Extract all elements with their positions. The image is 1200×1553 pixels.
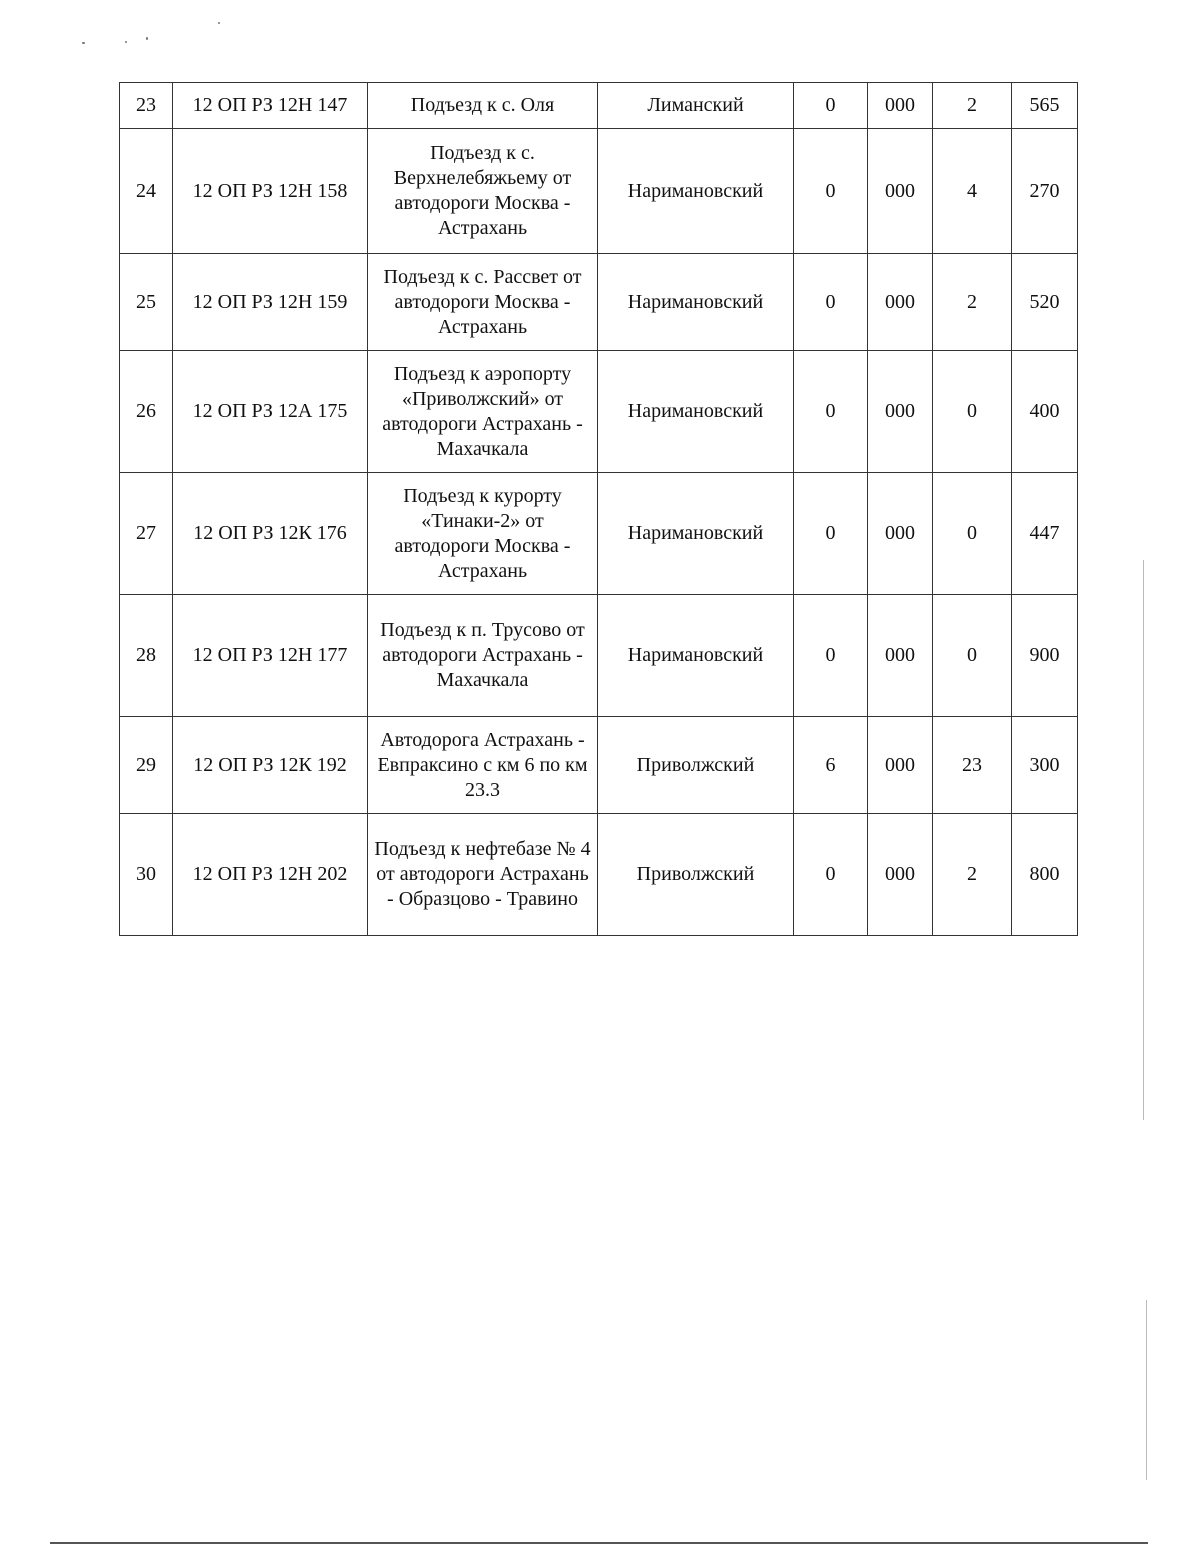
road-name: Подъезд к п. Трусово от автодороги Астрахань - Махачкала (368, 595, 598, 717)
table-row (120, 473, 1078, 595)
start-km: 0 (794, 473, 868, 595)
start-km: 0 (794, 351, 868, 473)
start-km: 0 (794, 83, 868, 129)
row-number: 27 (120, 473, 173, 595)
start-km: 0 (794, 595, 868, 717)
road-id-code: 12 ОП РЗ 12Н 202 (173, 814, 368, 936)
table-row (120, 717, 1078, 814)
road-id-code: 12 ОП РЗ 12К 176 (173, 473, 368, 595)
start-m: 000 (868, 83, 933, 129)
start-m: 000 (868, 129, 933, 254)
end-m: 400 (1012, 351, 1078, 473)
start-m: 000 (868, 595, 933, 717)
row-number: 30 (120, 814, 173, 936)
district-name: Лиманский (598, 83, 794, 129)
scan-speck (218, 22, 220, 24)
scan-bottom-edge (50, 1542, 1148, 1544)
district-name: Наримановский (598, 129, 794, 254)
start-m: 000 (868, 814, 933, 936)
table-row (120, 351, 1078, 473)
scan-speck (82, 42, 85, 44)
start-km: 0 (794, 129, 868, 254)
road-id-code: 12 ОП РЗ 12Н 147 (173, 83, 368, 129)
scan-speck (125, 41, 127, 43)
end-m: 447 (1012, 473, 1078, 595)
end-km: 23 (933, 717, 1012, 814)
district-name: Приволжский (598, 814, 794, 936)
row-number: 29 (120, 717, 173, 814)
row-number: 28 (120, 595, 173, 717)
roads-table (119, 82, 1078, 936)
road-name: Автодорога Астрахань - Евпраксино с км 6 по км 23.3 (368, 717, 598, 814)
table-row (120, 129, 1078, 254)
start-m: 000 (868, 717, 933, 814)
district-name: Наримановский (598, 351, 794, 473)
end-km: 0 (933, 351, 1012, 473)
end-m: 900 (1012, 595, 1078, 717)
end-m: 800 (1012, 814, 1078, 936)
road-name: Подъезд к курорту «Тинаки-2» от автодороги Москва - Астрахань (368, 473, 598, 595)
district-name: Наримановский (598, 595, 794, 717)
table-row (120, 254, 1078, 351)
start-m: 000 (868, 473, 933, 595)
road-id-code: 12 ОП РЗ 12Н 177 (173, 595, 368, 717)
district-name: Наримановский (598, 473, 794, 595)
row-number: 23 (120, 83, 173, 129)
road-name: Подъезд к аэропорту «Приволжский» от автодороги Астрахань - Махачкала (368, 351, 598, 473)
scan-edge-line (1146, 1300, 1147, 1480)
district-name: Наримановский (598, 254, 794, 351)
end-m: 270 (1012, 129, 1078, 254)
end-m: 520 (1012, 254, 1078, 351)
end-km: 4 (933, 129, 1012, 254)
start-km: 6 (794, 717, 868, 814)
start-km: 0 (794, 814, 868, 936)
road-name: Подъезд к нефтебазе № 4 от автодороги Астрахань - Образцово - Травино (368, 814, 598, 936)
start-km: 0 (794, 254, 868, 351)
road-name: Подъезд к с. Рассвет от автодороги Москва - Астрахань (368, 254, 598, 351)
row-number: 25 (120, 254, 173, 351)
road-name: Подъезд к с. Оля (368, 83, 598, 129)
table-row (120, 83, 1078, 129)
scan-edge-line (1143, 560, 1144, 1120)
table-row (120, 814, 1078, 936)
row-number: 24 (120, 129, 173, 254)
end-km: 2 (933, 254, 1012, 351)
row-number: 26 (120, 351, 173, 473)
end-m: 565 (1012, 83, 1078, 129)
end-km: 0 (933, 473, 1012, 595)
table-row (120, 595, 1078, 717)
end-km: 2 (933, 814, 1012, 936)
road-id-code: 12 ОП РЗ 12Н 158 (173, 129, 368, 254)
road-id-code: 12 ОП РЗ 12А 175 (173, 351, 368, 473)
end-m: 300 (1012, 717, 1078, 814)
district-name: Приволжский (598, 717, 794, 814)
road-id-code: 12 ОП РЗ 12К 192 (173, 717, 368, 814)
end-km: 2 (933, 83, 1012, 129)
road-name: Подъезд к с. Верхнелебяжьему от автодороги Москва - Астрахань (368, 129, 598, 254)
start-m: 000 (868, 351, 933, 473)
end-km: 0 (933, 595, 1012, 717)
start-m: 000 (868, 254, 933, 351)
scan-speck (146, 37, 148, 40)
road-id-code: 12 ОП РЗ 12Н 159 (173, 254, 368, 351)
